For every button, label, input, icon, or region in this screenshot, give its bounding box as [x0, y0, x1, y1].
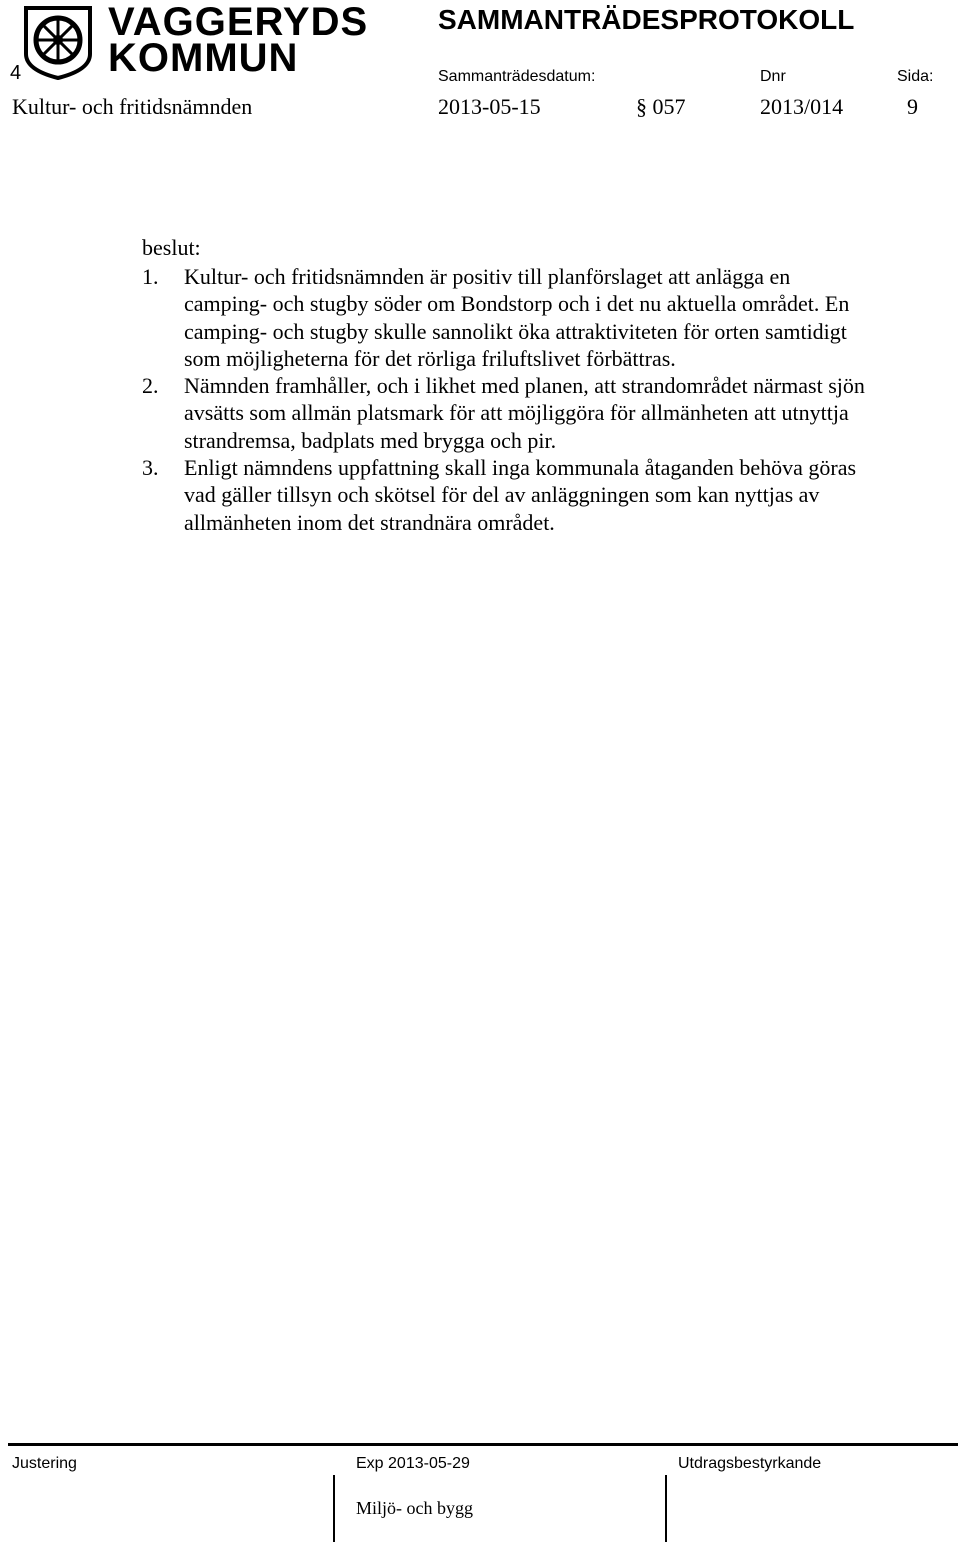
list-item-text: Nämnden framhåller, och i likhet med planen, att strandområdet närmast sjön avsätts som allmän platsmark för att möjliggöra för allmänheten att utnyttja strandremsa, badplats med brygga och pir.	[184, 373, 865, 453]
meeting-date-label: Sammanträdesdatum:	[438, 68, 596, 85]
footer-divider	[8, 1443, 958, 1446]
list-item-number: 1.	[142, 264, 159, 289]
document-title: SAMMANTRÄDESPROTOKOLL	[438, 4, 855, 35]
logo-text-line2: KOMMUN	[108, 36, 299, 80]
list-item-text: Kultur- och fritidsnämnden är positiv till planförslaget att anlägga en camping- och stugby söder om Bondstorp och i det nu aktuella området. En camping- och stugby skulle sannolikt öka attraktiviteten för orten samtidigt som möjligheterna för det rörliga friluftslivet förbättras.	[184, 264, 850, 371]
dnr-label: Dnr	[760, 68, 786, 85]
list-item-text: Enligt nämndens uppfattning skall inga kommunala åtaganden behöva göras vad gäller tillsyn och skötsel för del av anläggningen som kan nyttjas av allmänheten inom det strandnära området.	[184, 455, 857, 535]
committee-name: Kultur- och fritidsnämnden	[12, 94, 253, 119]
footer-column-divider	[333, 1475, 335, 1542]
logo-text-line1: VAGGERYDS	[108, 0, 369, 44]
wheel-emblem-icon	[20, 4, 96, 80]
meeting-date: 2013-05-15	[438, 94, 541, 119]
dnr-value: 2013/014	[760, 94, 844, 119]
list-item-number: 2.	[142, 373, 159, 398]
footer-expedition-label: Exp 2013-05-29	[356, 1455, 470, 1472]
decision-intro: beslut:	[142, 235, 201, 260]
paragraph-number: § 057	[636, 94, 686, 119]
footer-recipient: Miljö- och bygg	[356, 1498, 473, 1518]
footer-column-divider	[665, 1475, 667, 1542]
footer-certification-label: Utdragsbestyrkande	[678, 1455, 822, 1472]
page-label: Sida:	[897, 68, 934, 85]
list-item-number: 3.	[142, 455, 159, 480]
footer-justering-label: Justering	[12, 1455, 77, 1472]
page-number: 9	[907, 94, 918, 119]
page-prefix: 4	[10, 62, 22, 84]
